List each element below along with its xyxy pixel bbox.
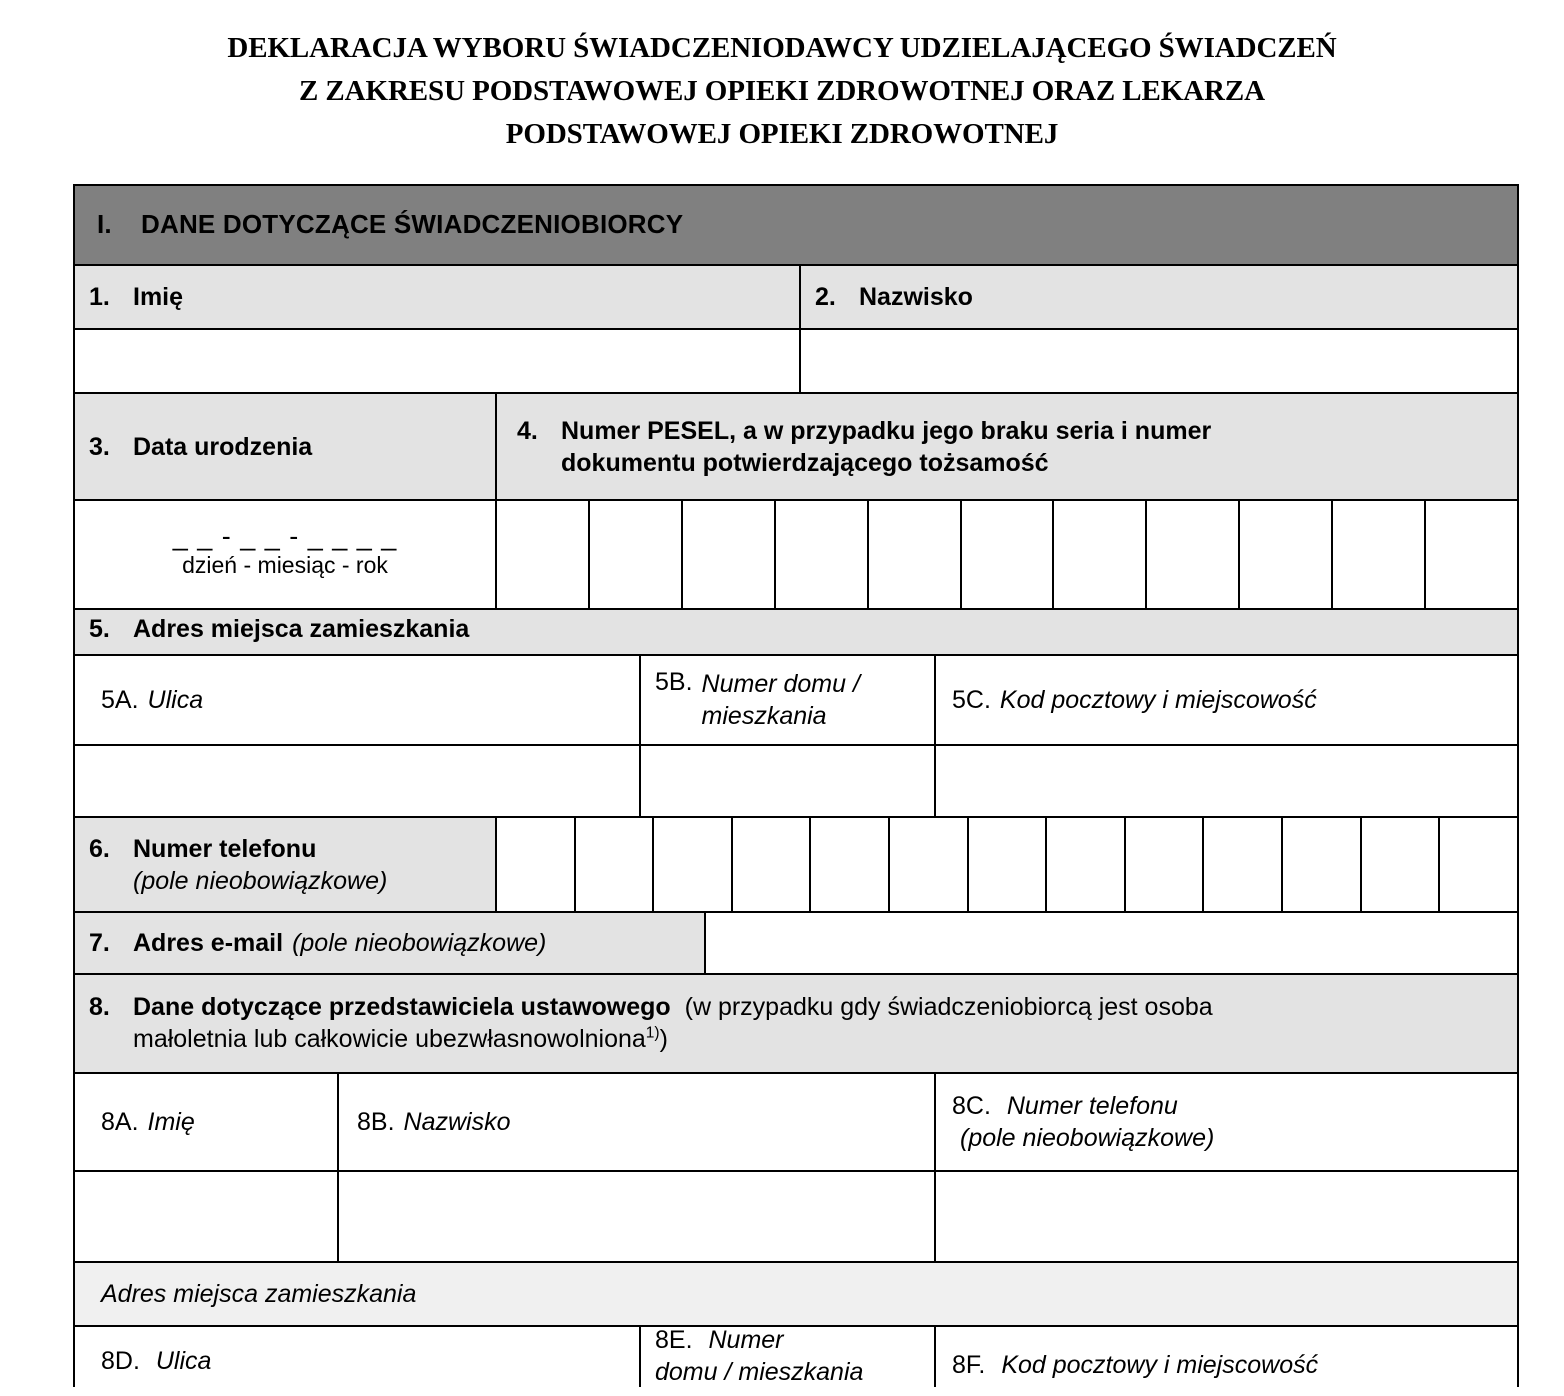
field-2-label-cell	[799, 266, 1517, 328]
field-8e-label-cell	[639, 1327, 934, 1387]
field-2-number: 2.	[815, 283, 836, 311]
field-1-label-cell	[75, 266, 799, 328]
field-3-label-cell	[75, 394, 495, 499]
field-8b-input[interactable]	[337, 1172, 934, 1261]
field-8-sub-input-row	[75, 1172, 1517, 1263]
field-4-label-line-2: dokumentu potwierdzającego tożsamość	[561, 448, 1049, 477]
field-6-note: (pole nieobowiązkowe)	[133, 866, 388, 895]
field-5-label: Adres miejsca zamieszkania	[133, 615, 470, 643]
field-8-label-rest-1: (w przypadku gdy świadczeniobiorcą jest osoba	[684, 992, 1213, 1021]
field-1-number: 1.	[89, 283, 110, 311]
phone-box[interactable]	[1202, 818, 1281, 911]
field-8-label-rest-3: )	[659, 1024, 668, 1053]
field-8f-label-cell	[934, 1327, 1517, 1387]
field-8b-code: 8B.	[357, 1108, 395, 1136]
field-8d-label-cell	[75, 1327, 639, 1387]
field-8c-label-cell	[934, 1074, 1517, 1170]
declaration-form-table	[73, 184, 1519, 1387]
field-1-input[interactable]	[75, 330, 799, 392]
field-8a-input[interactable]	[75, 1172, 337, 1261]
field-4-label-cell	[495, 394, 1517, 499]
field-4-number: 4.	[517, 416, 538, 445]
field-3-4-input-row	[75, 501, 1517, 610]
pesel-box[interactable]	[960, 501, 1053, 608]
field-5c-code: 5C.	[952, 686, 991, 714]
field-8d-code: 8D.	[101, 1347, 140, 1375]
phone-box[interactable]	[652, 818, 731, 911]
field-8a-label-cell	[75, 1074, 337, 1170]
phone-box[interactable]	[1438, 818, 1517, 911]
field-2-label: Nazwisko	[859, 283, 973, 311]
phone-box[interactable]	[888, 818, 967, 911]
pesel-box[interactable]	[774, 501, 867, 608]
phone-box[interactable]	[574, 818, 653, 911]
field-5b-label: Numer domu / mieszkania	[701, 670, 860, 730]
pesel-box[interactable]	[1424, 501, 1517, 608]
field-1-2-input-row	[75, 330, 1517, 394]
pesel-box[interactable]	[1238, 501, 1331, 608]
field-8c-note: (pole nieobowiązkowe)	[960, 1124, 1215, 1152]
field-5c-label-cell	[934, 656, 1517, 744]
field-8-address-label-row	[75, 1327, 1517, 1387]
field-8-number: 8.	[89, 992, 110, 1021]
field-8f-label: Kod pocztowy i miejscowość	[1001, 1351, 1319, 1379]
pesel-box[interactable]	[1052, 501, 1145, 608]
field-5b-label-cell	[639, 656, 934, 744]
field-5-label-row	[75, 610, 1517, 656]
field-8c-label: Numer telefonu	[1006, 1092, 1178, 1120]
field-5-number: 5.	[89, 615, 110, 643]
field-7-input[interactable]	[704, 913, 1517, 973]
field-8b-label-cell	[337, 1074, 934, 1170]
field-8-footnote-marker: 1)	[645, 1024, 660, 1042]
field-5b-input[interactable]	[639, 746, 934, 816]
pesel-box[interactable]	[1331, 501, 1424, 608]
field-8-address-band-label: Adres miejsca zamieszkania	[101, 1280, 417, 1308]
field-8-sub-label-row	[75, 1074, 1517, 1172]
field-5a-input[interactable]	[75, 746, 639, 816]
section-1-number: I.	[97, 209, 112, 240]
field-7-number: 7.	[89, 929, 110, 957]
pesel-box[interactable]	[867, 501, 960, 608]
field-3-date-legend: dzień - miesiąc - rok	[182, 552, 388, 579]
field-7-label: Adres e-mail	[133, 929, 284, 957]
field-8-address-band-row	[75, 1263, 1517, 1327]
field-8c-code: 8C.	[952, 1092, 991, 1120]
phone-box[interactable]	[497, 818, 574, 911]
field-5b-code: 5B.	[655, 668, 693, 696]
field-8e-label-line-2: domu / mieszkania	[655, 1358, 864, 1386]
field-5a-label: Ulica	[147, 686, 204, 714]
field-1-2-label-row	[75, 266, 1517, 330]
field-8-label-cell	[75, 975, 1517, 1072]
field-8b-label: Nazwisko	[403, 1108, 511, 1136]
field-8-address-band	[75, 1263, 1517, 1325]
field-8a-code: 8A.	[101, 1108, 139, 1136]
section-1-header-row	[75, 186, 1517, 266]
phone-box[interactable]	[1045, 818, 1124, 911]
pesel-box[interactable]	[588, 501, 681, 608]
field-8-label-bold: Dane dotyczące przedstawiciela ustawowego	[133, 992, 671, 1021]
section-1-header	[75, 186, 1517, 264]
field-4-pesel-boxes	[495, 501, 1517, 608]
field-3-number: 3.	[89, 432, 110, 461]
field-5-label-cell	[75, 610, 1517, 654]
field-6-number: 6.	[89, 834, 110, 863]
field-6-label: Numer telefonu	[133, 834, 317, 863]
field-5-sub-input-row	[75, 746, 1517, 818]
field-8c-input[interactable]	[934, 1172, 1517, 1261]
page-title-line-1: DEKLARACJA WYBORU ŚWIADCZENIODAWCY UDZIELAJĄCEGO ŚWIADCZEŃ	[227, 32, 1337, 64]
field-5a-code: 5A.	[101, 686, 139, 714]
field-8-label-row	[75, 975, 1517, 1074]
field-5a-label-cell	[75, 656, 639, 744]
field-3-date-mask: _ _ - _ _ - _ _ _ _	[172, 521, 398, 552]
field-8e-code: 8E.	[655, 1326, 693, 1354]
phone-box[interactable]	[1281, 818, 1360, 911]
phone-box[interactable]	[1360, 818, 1439, 911]
phone-box[interactable]	[731, 818, 810, 911]
pesel-box[interactable]	[681, 501, 774, 608]
field-8e-label: Numer	[708, 1326, 784, 1354]
field-7-row	[75, 913, 1517, 975]
field-5c-label: Kod pocztowy i miejscowość	[999, 686, 1317, 714]
phone-box[interactable]	[967, 818, 1046, 911]
field-4-label-line-1: Numer PESEL, a w przypadku jego braku seria i numer	[561, 416, 1212, 445]
field-3-date-input[interactable]	[75, 501, 495, 608]
field-6-row	[75, 818, 1517, 913]
field-5c-input[interactable]	[934, 746, 1517, 816]
field-8f-code: 8F.	[952, 1351, 986, 1379]
phone-box[interactable]	[1124, 818, 1203, 911]
field-7-note: (pole nieobowiązkowe)	[292, 929, 547, 957]
field-2-input[interactable]	[799, 330, 1517, 392]
field-6-label-cell	[75, 818, 495, 911]
field-5-sub-label-row	[75, 656, 1517, 746]
section-1-title: DANE DOTYCZĄCE ŚWIADCZENIOBIORCY	[141, 209, 684, 240]
field-8a-label: Imię	[147, 1108, 195, 1136]
field-8d-label: Ulica	[155, 1347, 212, 1375]
field-3-label: Data urodzenia	[133, 432, 313, 461]
field-7-label-cell	[75, 913, 704, 973]
pesel-box[interactable]	[1145, 501, 1238, 608]
page-title-line-2: Z ZAKRESU PODSTAWOWEJ OPIEKI ZDROWOTNEJ ORAZ LEKARZA	[299, 75, 1265, 107]
page-title	[0, 0, 1564, 156]
field-3-4-label-row	[75, 394, 1517, 501]
pesel-box[interactable]	[497, 501, 588, 608]
phone-box[interactable]	[809, 818, 888, 911]
field-6-phone-boxes	[495, 818, 1517, 911]
page-title-line-3: PODSTAWOWEJ OPIEKI ZDROWOTNEJ	[505, 118, 1059, 150]
field-1-label: Imię	[133, 283, 184, 311]
field-8-label-rest-2: małoletnia lub całkowicie ubezwłasnowolniona	[133, 1024, 646, 1053]
